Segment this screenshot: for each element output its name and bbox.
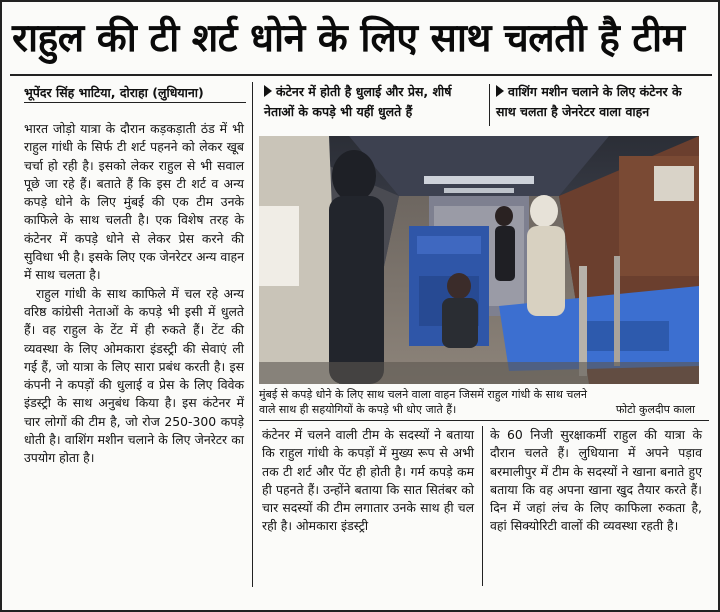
headline-rule: [10, 74, 712, 76]
byline: भूपेंदर सिंह भाटिया, दोराहा (लुधियाना): [24, 85, 204, 100]
triangle-bullet-icon: [264, 85, 272, 97]
column-divider-right: [482, 426, 483, 586]
photo-illustration: [259, 136, 699, 384]
highlight-2-text: वाशिंग मशीन चलाने के लिए कंटेनर के साथ चलता है जेनरेटर वाला वाहन: [496, 84, 682, 119]
paragraph-3: कंटेनर में चलने वाली टीम के सदस्यों ने बताया कि राहुल गांधी के कपड़ों में मुख्य रूप से अभी तक टी शर्ट और पेंट ही होती है। गर्म कपड़े कम ही पहनते हैं। उन्होंने बताया कि सात सितंबर को चार सदस्यों की टीम लगातार उनके साथ ही चल रही है। ओमकारा इंडस्ट्री: [262, 427, 474, 534]
caption-rule: [259, 420, 709, 421]
news-photo-laundry-container: [259, 136, 699, 384]
article-column-2: [262, 426, 474, 536]
article-column-3: [490, 426, 702, 536]
headline: राहुल की टी शर्ट धोने के लिए साथ चलती है टीम: [12, 16, 685, 61]
photo-caption: [259, 387, 699, 417]
paragraph-2: राहुल गांधी के साथ काफिले में चल रहे अन्य वरिष्ठ कांग्रेसी नेताओं के कपड़े भी इसी में धुलते हैं। वह राहुल के टेंट में ही रुकते हैं। टेंट की व्यवस्था के लिए ओमकारा इंडस्ट्री की सेवाएं ली गई हैं, जो यात्रा के लिए सारा प्रबंध करती है। इस कंपनी ने कपड़ों की धुलाई व प्रेस के लिए विवेक इंडस्ट्री के साथ अनुबंध किया है। इस कंटेनर में चार लोगों की टीम है, जो रोज 250-300 कपड़े धोती है। वाशिंग मशीन चलाने के लिए जेनरेटर का उपयोग होता है।: [24, 285, 244, 466]
highlight-2: [496, 82, 701, 126]
highlight-divider: [489, 84, 490, 126]
caption-text: मुंबई से कपड़े धोने के लिए साथ चलने वाला वाहन जिसमें राहुल गांधी के साथ चलने वाले साथ ही सहयोगियों के कपड़े भी धोए जाते हैं।: [259, 388, 587, 416]
highlight-1: [264, 82, 484, 126]
paragraph-1: भारत जोड़ो यात्रा के दौरान कड़कड़ाती ठंड में भी राहुल गांधी के सिर्फ टी शर्ट पहनने को लेकर खूब चर्चा हो रही है। इसको लेकर राहुल से भी सवाल पूछे जा रहे हैं। बताते हैं कि इस टी शर्ट व अन्य कपड़े धोने के लिए मुंबई की एक टीम उनके काफिले के साथ चलती है। एक विशेष तरह के कंटेनर में कपड़े धोने से लेकर प्रेस करने की सुविधा भी है। इसके लिए एक जेनरेटर अन्य वाहन में साथ चलता है।: [24, 121, 244, 283]
byline-rule: [24, 102, 246, 103]
column-divider-left: [252, 82, 253, 587]
photo-credit: फोटो कुलदीप काला: [615, 403, 695, 416]
paragraph-4: के 60 निजी सुरक्षाकर्मी राहुल की यात्रा के दौरान चलते हैं। लुधियाना में अपने पड़ाव बरमालीपुर में टीम के सदस्यों ने खाना बनाते हुए बताया कि वह अपना खाना खुद तैयार करते हैं। दिन में जहां लंच के लिए काफिला रुकता है, वहां सिक्योरिटी वालों की व्यवस्था रहती है।: [490, 427, 702, 534]
article-column-1: [24, 120, 244, 468]
triangle-bullet-icon: [496, 85, 504, 97]
highlight-1-text: कंटेनर में होती है धुलाई और प्रेस, शीर्ष नेताओं के कपड़े भी यहीं धुलते हैं: [264, 84, 452, 119]
